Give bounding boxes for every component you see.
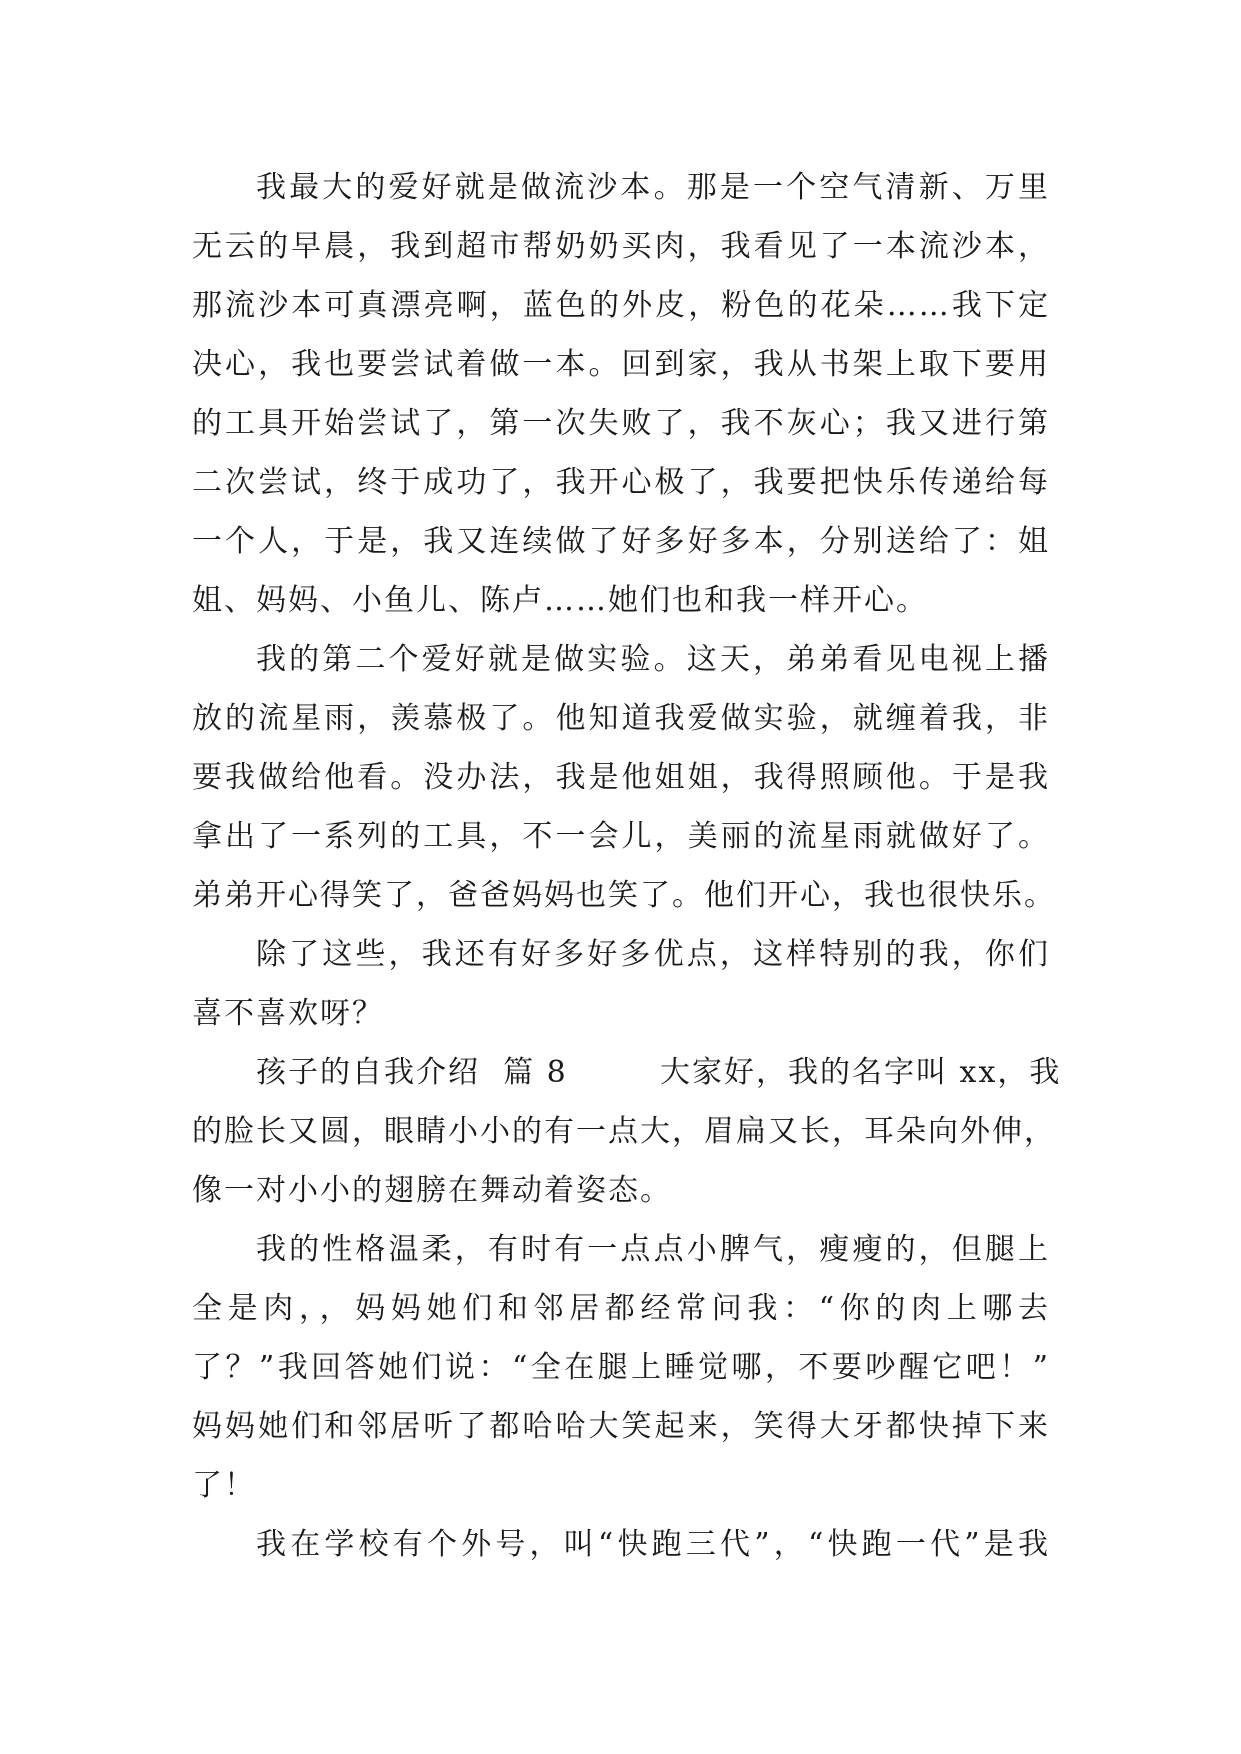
text-line: 一个人，于是，我又连续做了好多好多本，分别送给了：姐 (192, 524, 1050, 559)
text-line: 我的第二个爱好就是做实验。这天，弟弟看见电视上播 (256, 642, 1050, 677)
document-body (192, 158, 1062, 1574)
text-line: 那流沙本可真漂亮啊，蓝色的外皮，粉色的花朵……我下定 (192, 288, 1050, 323)
text-line: 除了这些，我还有好多好多优点，这样特别的我，你们 (256, 937, 1050, 972)
text-line: 放的流星雨，羡慕极了。他知道我爱做实验，就缠着我，非 (192, 701, 1050, 736)
text-line: 决心，我也要尝试着做一本。回到家，我从书架上取下要用 (192, 347, 1050, 382)
paragraph (192, 158, 1050, 630)
text-line: 我在学校有个外号，叫“快跑三代”，“快跑一代”是我 (256, 1527, 1050, 1562)
text-line: 了！ (192, 1468, 256, 1503)
text-line: 的工具开始尝试了，第一次失败了，我不灰心；我又进行第 (192, 406, 1050, 441)
text-line: 二次尝试，终于成功了，我开心极了，我要把快乐传递给每 (192, 465, 1050, 500)
text-line: 像一对小小的翅膀在舞动着姿态。 (192, 1173, 672, 1208)
text-line: 姐、妈妈、小鱼儿、陈卢……她们也和我一样开心。 (192, 583, 928, 618)
paragraph (192, 925, 1050, 1043)
text-line: 无云的早晨，我到超市帮奶奶买肉，我看见了一本流沙本， (192, 229, 1050, 264)
text-line: 的脸长又圆，眼睛小小的有一点大，眉扁又长，耳朵向外伸， (192, 1114, 1056, 1149)
text-line: 全是肉，，妈妈她们和邻居都经常问我：“你的肉上哪去 (192, 1291, 1050, 1326)
paragraph (192, 1220, 1050, 1515)
paragraph (192, 1515, 1050, 1574)
text-line: 我的性格温柔，有时有一点点小脾气，瘦瘦的，但腿上 (256, 1232, 1050, 1267)
text-line: 妈妈她们和邻居听了都哈哈大笑起来，笑得大牙都快掉下来 (192, 1409, 1050, 1444)
paragraph (192, 1043, 1062, 1220)
text-line: 弟弟开心得笑了，爸爸妈妈也笑了。他们开心，我也很快乐。 (192, 878, 1056, 913)
text-line: 拿出了一系列的工具，不一会儿，美丽的流星雨就做好了。 (192, 819, 1050, 854)
paragraph (192, 630, 1056, 925)
text-line: 喜不喜欢呀？ (192, 996, 384, 1031)
text-line: 我最大的爱好就是做流沙本。那是一个空气清新、万里 (256, 170, 1050, 205)
text-line: 要我做给他看。没办法，我是他姐姐，我得照顾他。于是我 (192, 760, 1050, 795)
text-line: 孩子的自我介绍 篇 8 大家好，我的名字叫 xx，我 (256, 1055, 1062, 1090)
text-line: 了？”我回答她们说：“全在腿上睡觉哪，不要吵醒它吧！” (192, 1350, 1050, 1385)
